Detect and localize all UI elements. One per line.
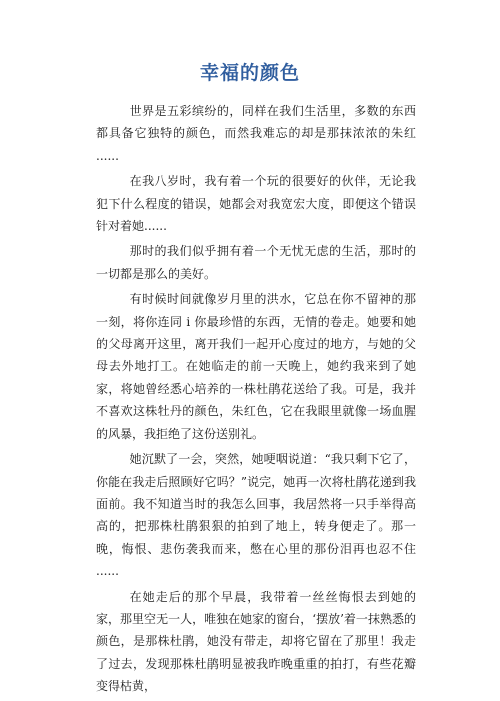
document-body	[96, 100, 416, 701]
paragraph-4: 有时候时间就像岁月里的洪水，它总在你不留神的那一刻，将你连同 i 你最珍惜的东西，无情的卷走。她要和她的父母离开这里，离开我们一起开心度过的地方，与她的父母去外地打工。在她临走的前一天晚上，她约我来到了她家，将她曾经悉心培养的一株杜鹃花送给了我。可是，我并不喜欢这株牡丹的颜色，朱红色，它在我眼里就像一场血腥的风暴，我拒绝了这份送别礼。	[96, 292, 416, 441]
paragraph-2: 在我八岁时，我有着一个玩的很要好的伙伴，无论我犯下什么程度的错误，她都会对我宽宏大度，即便这个错误针对着她......	[96, 174, 416, 234]
paragraph-3: 那时的我们似乎拥有着一个无忧无虑的生活，那时的一切都是那么的美好。	[96, 244, 416, 281]
paragraph-5: 她沉默了一会，突然，她哽咽说道：“我只剩下它了，你能在我走后照顾好它吗？”说完，她再一次将杜鹃花递到我面前。我不知道当时的我怎么回事，我居然将一只手举得高高的，把那株杜鹃狠狠的拍到了地上，转身便走了。那一晚，悔恨、悲伤袭我而来，憋在心里的那份泪再也忍不住 ......	[96, 452, 416, 579]
paragraph-6: 在她走后的那个早晨，我带着一丝丝悔恨去到她的家，那里空无一人，唯独在她家的窗台，‘摆放’着一抹熟悉的颜色，是那株杜鹃，她没有带走，却将它留在了那里！我走了过去，发现那株杜鹃明显被我昨晚重重的拍打，有些花瓣变得枯黄，	[96, 589, 416, 694]
document-title: 幸福的颜色	[199, 62, 300, 84]
paragraph-1: 世界是五彩缤纷的，同样在我们生活里，多数的东西都具备它独特的颜色，而然我难忘的却是那抹浓浓的朱红 ......	[96, 104, 416, 163]
